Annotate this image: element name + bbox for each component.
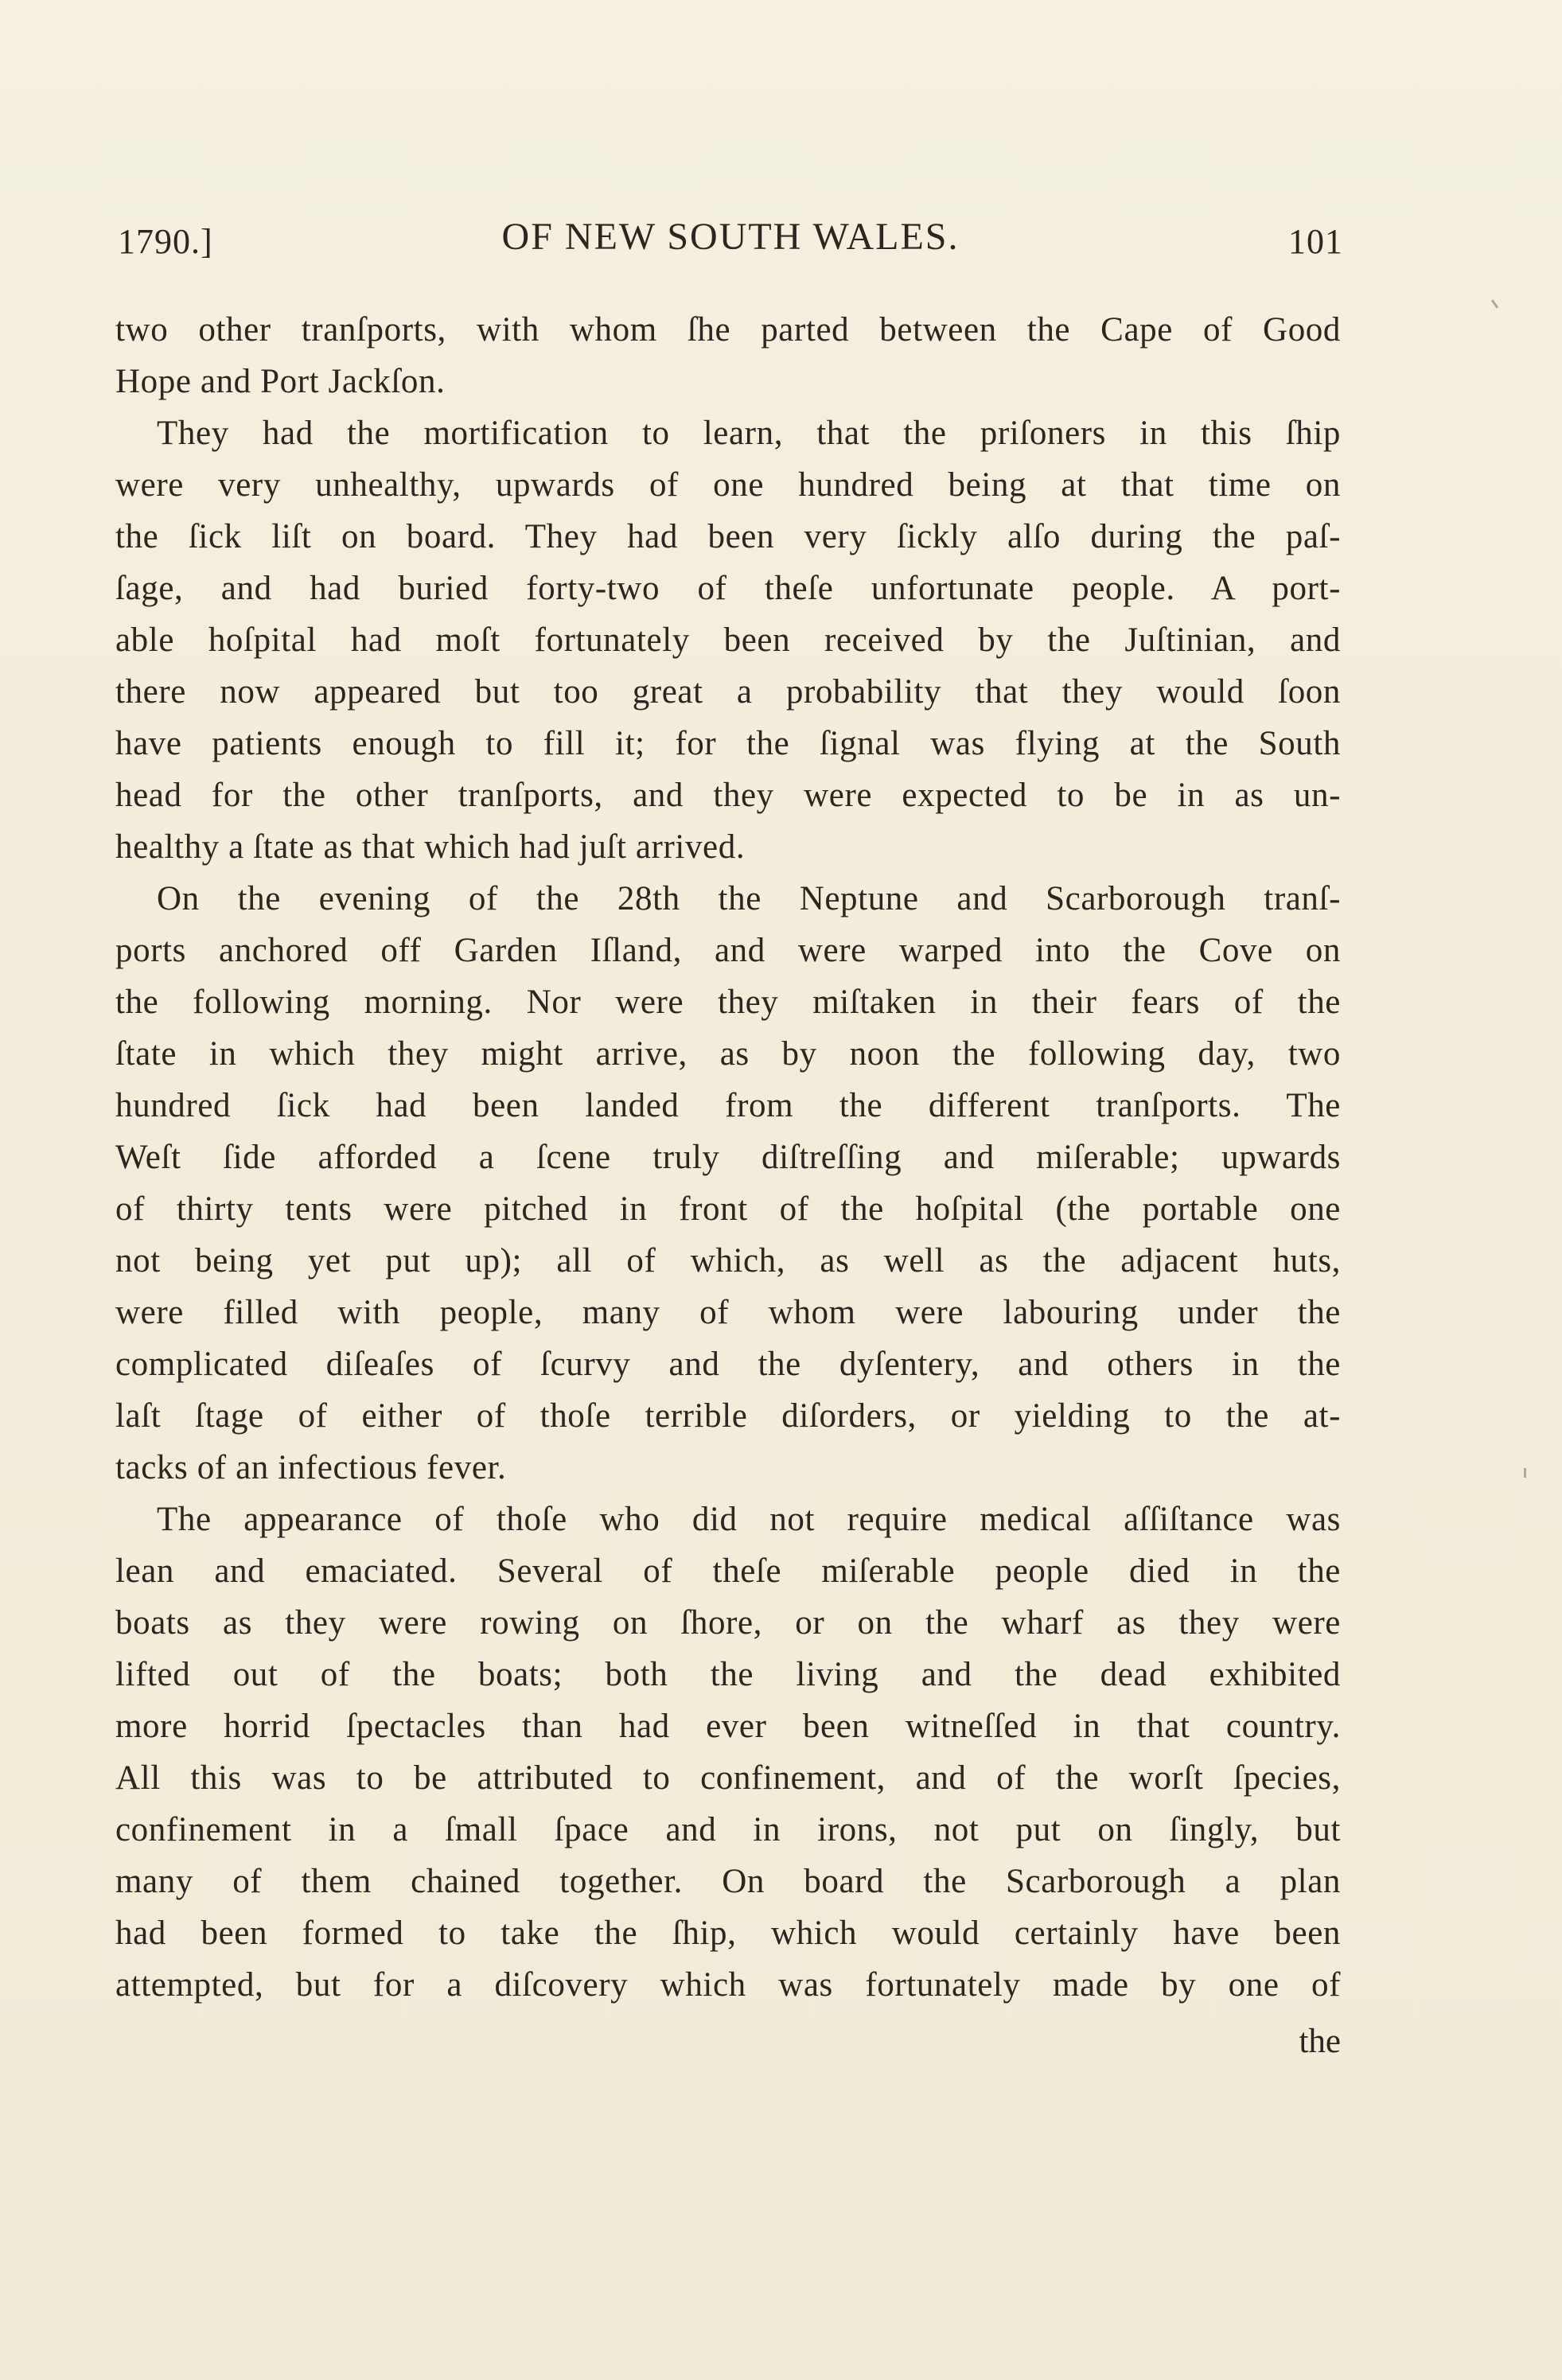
header-title: OF NEW SOUTH WALES. — [501, 216, 960, 258]
text-line: healthy a ſtate as that which had juſt arrived. — [115, 828, 746, 866]
text-line: the following morning. Nor were they miſtaken in their fears of the — [115, 984, 1341, 1021]
text-line: the ſick liſt on board. They had been very ſickly alſo during the paſ- — [115, 518, 1341, 555]
paper-speck — [1491, 299, 1498, 309]
text-line: not being yet put up); all of which, as well as the adjacent huts, — [115, 1242, 1341, 1280]
text-line: tacks of an infectious fever. — [115, 1449, 507, 1486]
text-line: On the evening of the 28th the Neptune and Scarborough tranſ- — [157, 880, 1341, 917]
text-line: have patients enough to fill it; for the ſignal was flying at the South — [115, 725, 1341, 762]
text-line: hundred ſick had been landed from the different tranſports. The — [115, 1087, 1341, 1124]
text-line: ſtate in which they might arrive, as by noon the following day, two — [115, 1035, 1341, 1073]
text-line: confinement in a ſmall ſpace and in irons, not put on ſingly, but — [115, 1811, 1341, 1848]
text-line: two other tranſports, with whom ſhe parted between the Cape of Good — [115, 311, 1341, 349]
text-line: had been formed to take the ſhip, which would certainly have been — [115, 1915, 1341, 1952]
text-line: attempted, but for a diſcovery which was fortunately made by one of — [115, 1966, 1341, 2004]
text-line: lifted out of the boats; both the living and the dead exhibited — [115, 1656, 1341, 1693]
text-line: Weſt ſide afforded a ſcene truly diſtreſſing and miſerable; upwards — [115, 1139, 1341, 1176]
text-line: All this was to be attributed to confinement, and of the worſt ſpecies, — [115, 1759, 1341, 1797]
text-line: were filled with people, many of whom were labouring under the — [115, 1294, 1341, 1331]
text-line: ports anchored off Garden Iſland, and were warped into the Cove on — [115, 932, 1341, 969]
text-line: Hope and Port Jackſon. — [115, 363, 446, 400]
text-line: able hoſpital had moſt fortunately been received by the Juſtinian, and — [115, 621, 1341, 659]
running-header — [118, 215, 1343, 271]
text-line: boats as they were rowing on ſhore, or on the wharf as they were — [115, 1604, 1341, 1642]
text-line: were very unhealthy, upwards of one hundred being at that time on — [115, 466, 1341, 504]
text-line: complicated diſeaſes of ſcurvy and the dyſentery, and others in the — [115, 1346, 1341, 1383]
text-line: The appearance of thoſe who did not require medical aſſiſtance was — [157, 1501, 1341, 1538]
catchword: the — [1299, 2023, 1341, 2060]
page-number: 101 — [1288, 222, 1343, 261]
text-line: They had the mortification to learn, that the priſoners in this ſhip — [157, 415, 1341, 452]
text-line: more horrid ſpectacles than had ever been witneſſed in that country. — [115, 1708, 1341, 1745]
text-line: there now appeared but too great a probability that they would ſoon — [115, 673, 1341, 711]
text-line: lean and emaciated. Several of theſe miſerable people died in the — [115, 1552, 1341, 1590]
header-year: 1790.] — [118, 222, 213, 261]
text-line: ſage, and had buried forty-two of theſe unfortunate people. A port- — [115, 570, 1341, 607]
text-line: laſt ſtage of either of thoſe terrible diſorders, or yielding to the at- — [115, 1397, 1341, 1435]
paper-speck — [1524, 1468, 1526, 1478]
text-line: head for the other tranſports, and they were expected to be in as un- — [115, 777, 1341, 814]
text-line: many of them chained together. On board the Scarborough a plan — [115, 1863, 1341, 1900]
text-line: of thirty tents were pitched in front of the hoſpital (the portable one — [115, 1190, 1341, 1228]
body-text — [115, 304, 1341, 2011]
